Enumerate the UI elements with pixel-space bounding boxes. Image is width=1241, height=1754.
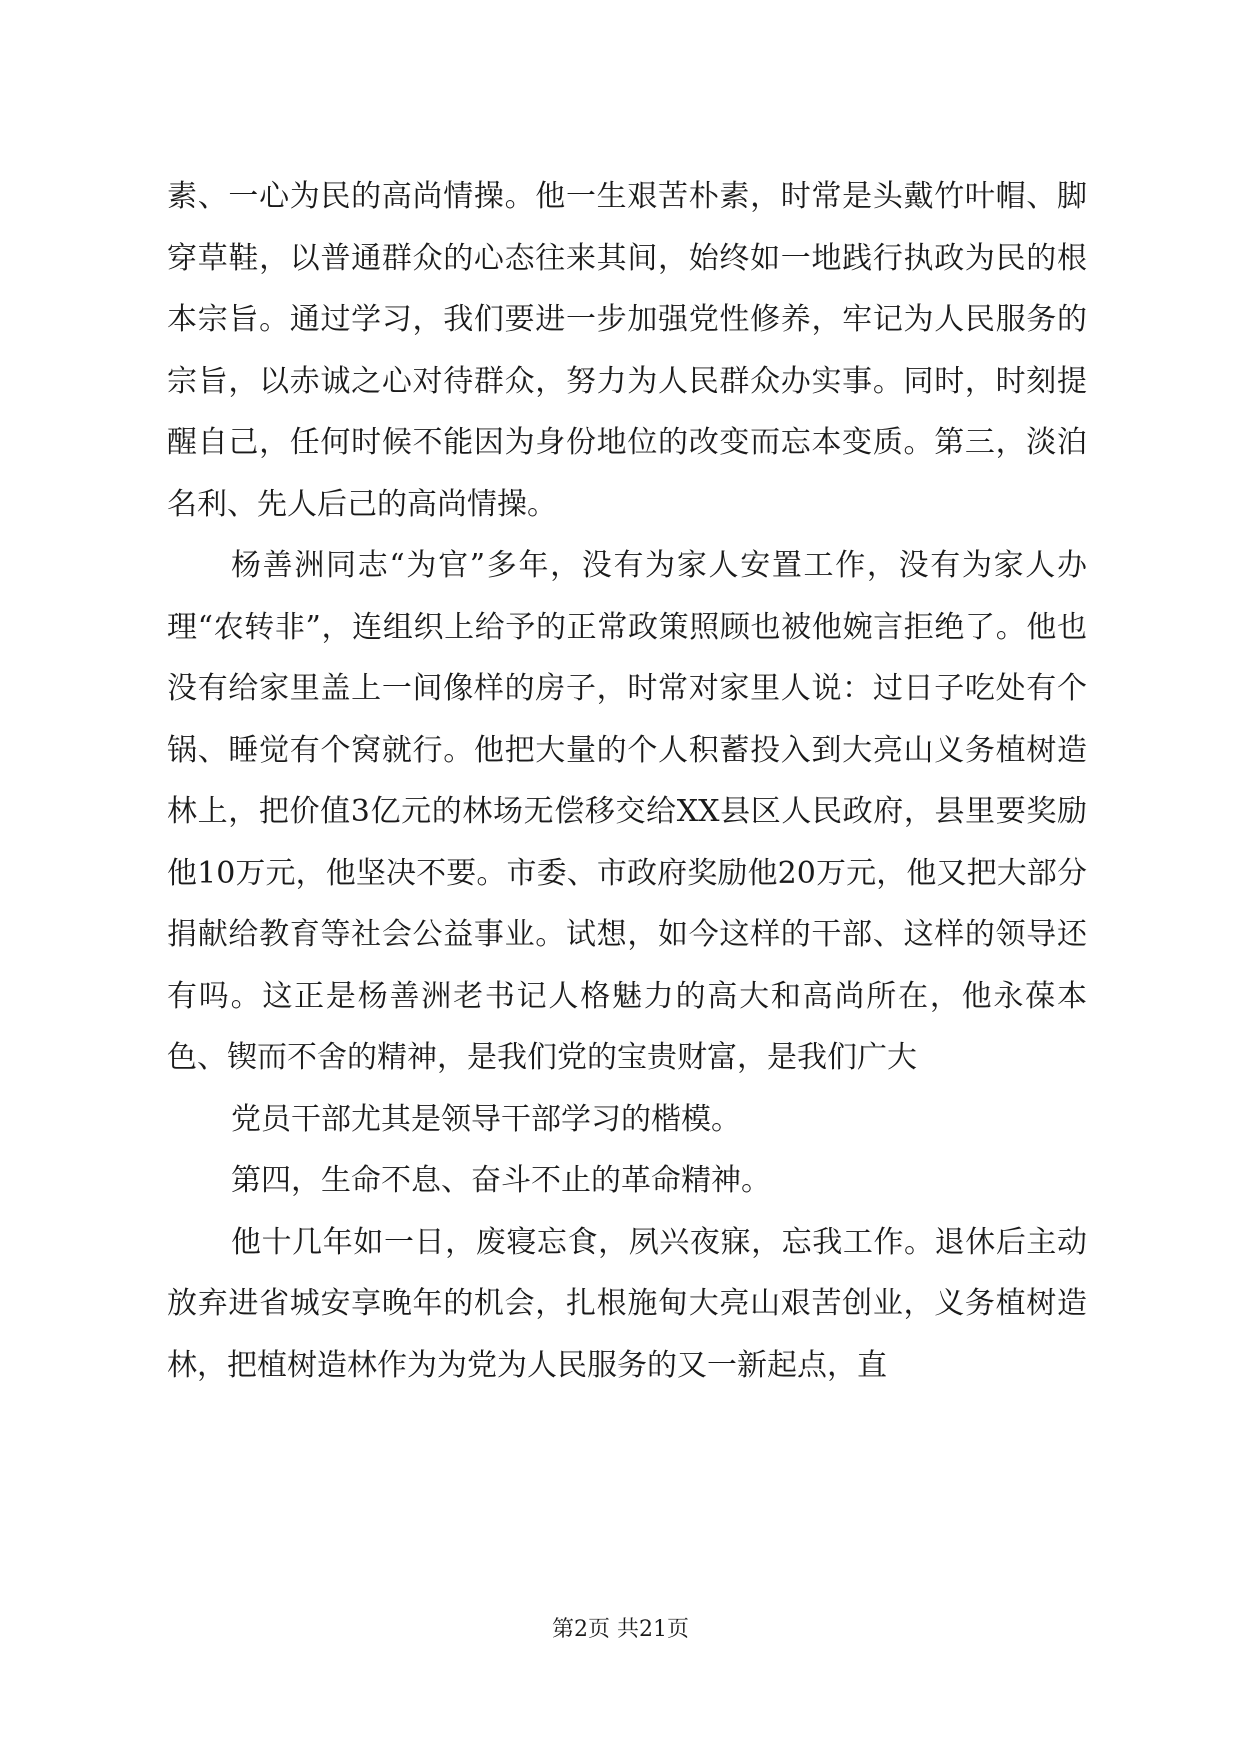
paragraph-1: 素、一心为民的高尚情操。他一生艰苦朴素，时常是头戴竹叶帽、脚穿草鞋，以普通群众的心态往来其间，始终如一地践行执政为民的根本宗旨。通过学习，我们要进一步加强党性修养，牢记为人民服务的宗旨，以赤诚之心对待群众，努力为人民群众办实事。同时，时刻提醒自己，任何时候不能因为身份地位的改变而忘本变质。第三，淡泊名利、先人后己的高尚情操。 [167, 179, 1087, 522]
paragraph-4: 第四，生命不息、奋斗不止的革命精神。 [231, 1163, 771, 1198]
document-body [167, 166, 1087, 1396]
paragraph-5: 他十几年如一日，废寝忘食，夙兴夜寐，忘我工作。退休后主动放弃进省城安享晚年的机会，扎根施甸大亮山艰苦创业，义务植树造林，把植树造林作为为党为人民服务的又一新起点，直 [167, 1224, 1087, 1383]
paragraph-2: 杨善洲同志“为官”多年，没有为家人安置工作，没有为家人办理“农转非”，连组织上给予的正常政策照顾也被他婉言拒绝了。他也没有给家里盖上一间像样的房子，时常对家里人说：过日子吃处有个锅、睡觉有个窝就行。他把大量的个人积蓄投入到大亮山义务植树造林上，把价值3亿元的林场无偿移交给XX县区人民政府，县里要奖励他10万元，他坚决不要。市委、市政府奖励他20万元，他又把大部分捐献给教育等社会公益事业。试想，如今这样的干部、这样的领导还有吗。这正是杨善洲老书记人格魅力的高大和高尚所在，他永葆本色、锲而不舍的精神，是我们党的宝贵财富，是我们广大 [167, 548, 1087, 1075]
page-number-footer: 第2页 共21页 [552, 1617, 689, 1642]
paragraph-3: 党员干部尤其是领导干部学习的楷模。 [231, 1101, 741, 1137]
